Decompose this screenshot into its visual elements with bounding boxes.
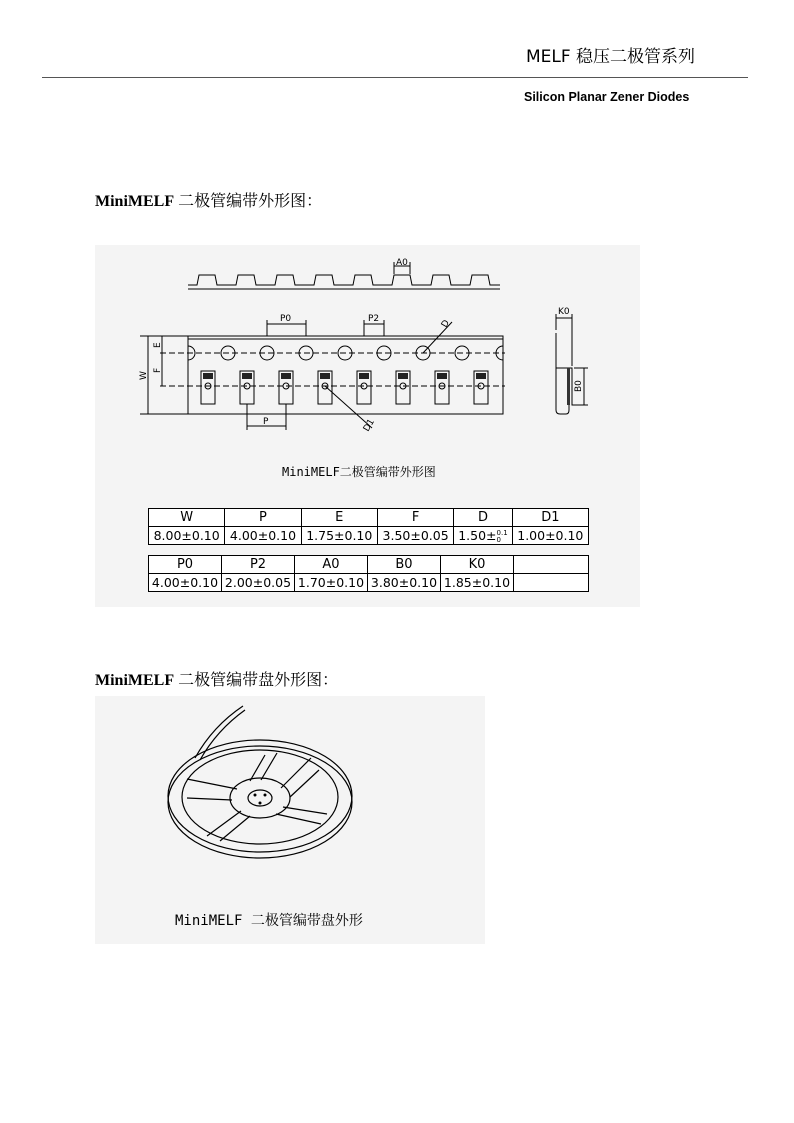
table2-header: P2 [222, 556, 295, 574]
dim-label-p0: P0 [280, 314, 292, 324]
table2-header [514, 556, 589, 574]
table1-cell: 4.00±0.10 [225, 527, 301, 545]
table1-cell: 3.50±0.05 [377, 527, 453, 545]
table1-cell: 1.00±0.10 [512, 527, 588, 545]
section1-title-rest: 二极管编带外形图： [174, 193, 323, 210]
table1-cell-d [454, 527, 512, 545]
header-subtitle: Silicon Planar Zener Diodes [524, 90, 690, 104]
tape-strip [188, 336, 503, 414]
table1-header-row [149, 509, 589, 527]
dim-label-d1: D1 [361, 417, 377, 434]
table2-value-row [149, 574, 589, 592]
table1-d-tol-upper: 0.1 [496, 528, 508, 537]
dim-label-w: W [139, 371, 149, 380]
table2-cell: 2.00±0.05 [222, 574, 295, 592]
dim-label-k0: K0 [558, 307, 570, 317]
table1-header: E [301, 509, 377, 527]
dim-label-d: D [439, 318, 453, 330]
table1-value-row [149, 527, 589, 545]
table2-header: A0 [295, 556, 368, 574]
table1-header: F [377, 509, 453, 527]
table1-header: D1 [512, 509, 588, 527]
table1-d-value: 1.50± [458, 528, 497, 543]
table1-header: D [454, 509, 512, 527]
section2-title [95, 667, 338, 690]
table2-cell: 4.00±0.10 [149, 574, 222, 592]
tape-dimension-table-1 [148, 508, 589, 545]
section2-title-bold: MiniMELF [95, 672, 175, 689]
table2-header: P0 [149, 556, 222, 574]
section2-title-rest: 二极管编带盘外形图： [174, 672, 339, 689]
dim-label-f: F [153, 367, 163, 373]
dim-label-p2: P2 [368, 314, 380, 324]
reel-drawing [95, 696, 485, 944]
dim-label-e: E [153, 342, 163, 348]
tape-profile [188, 275, 500, 289]
tape-figure-caption: MiniMELF二极管编带外形图 [282, 465, 436, 479]
table1-cell: 1.75±0.10 [301, 527, 377, 545]
dim-label-a0: A0 [396, 258, 408, 268]
dim-label-b0: B0 [574, 380, 584, 392]
table2-header: K0 [441, 556, 514, 574]
table2-cell: 1.85±0.10 [441, 574, 514, 592]
reel-figure-caption: MiniMELF 二极管编带盘外形 [175, 913, 363, 929]
table1-d-tol-lower: 0 [496, 535, 501, 544]
tape-side-view [556, 333, 574, 414]
table2-cell [514, 574, 589, 592]
table1-header: P [225, 509, 301, 527]
table2-header: B0 [368, 556, 441, 574]
header-title: MELF 稳压二极管系列 [526, 47, 696, 67]
table1-header: W [149, 509, 225, 527]
table1-cell: 8.00±0.10 [149, 527, 225, 545]
table2-cell: 3.80±0.10 [368, 574, 441, 592]
section1-title-bold: MiniMELF [95, 193, 175, 210]
table2-header-row [149, 556, 589, 574]
table2-cell: 1.70±0.10 [295, 574, 368, 592]
tape-dimension-table-2 [148, 555, 589, 592]
dim-label-p: P [263, 417, 269, 427]
